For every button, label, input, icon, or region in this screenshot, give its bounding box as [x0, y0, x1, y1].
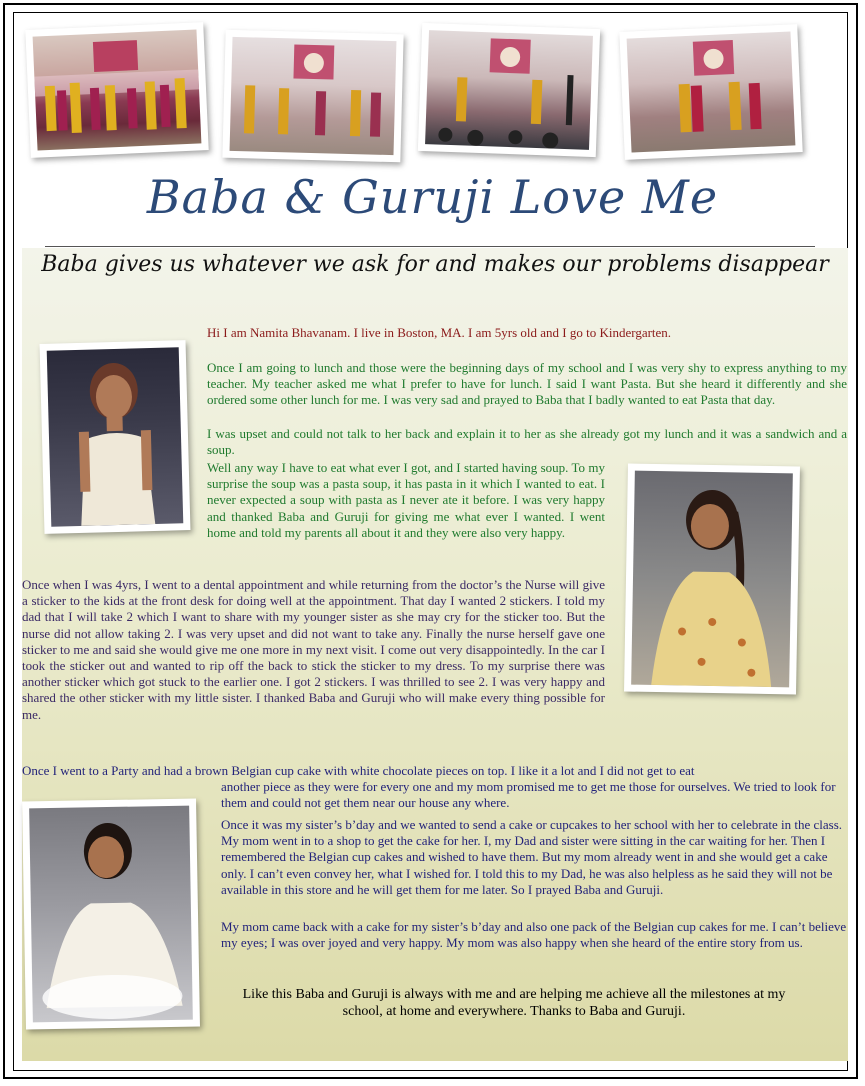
story3-paragraph-2: Once it was my sister’s b’day and we wanted to send a cake or cupcakes to her school with her to celebrate in the class. My mom went in to a shop to get the cake for her. I, my Dad and sister were sitting in the car waiting for her. Then I remembered the Belgian cup cakes and wished to have them. But my mom already went in and she would get a cake only. I can’t even convey her, what I wished for. I told this to my Dad, he was also helpless as he said they will not be available in this store and he will get them for me later. So I prayed Baba and Guruji.: [221, 817, 843, 897]
intro-text: Hi I am Namita Bhavanam. I live in Boston, MA. I am 5yrs old and I go to Kindergarten.: [207, 325, 672, 340]
story1-paragraph-2: I was upset and could not talk to her back and explain it to her as she already got my lunch and it was a sandwich and a soup.: [207, 426, 847, 458]
page-title: Baba & Guruji Love Me: [146, 170, 719, 224]
stage-dance-photo-4: [619, 24, 802, 160]
page-subtitle: Baba gives us whatever we ask for and makes our problems disappear: [41, 252, 829, 277]
story1-paragraph-1: Once I am going to lunch and those were the beginning days of my school and I was very shy to express anything to my teacher. My teacher asked me what I prefer to have for lunch. I said I want Pasta. But she heard it differently and she ordered some other lunch for me. I was very sad and prayed to Baba that I badly wanted to eat Pasta that day.: [207, 360, 847, 408]
stage-dance-photo-3: [418, 23, 600, 157]
girl-portrait-photo-1: [40, 340, 191, 534]
stage-dance-photo-1: [25, 22, 208, 158]
story1-paragraph-3: Well any way I have to eat what ever I got, and I started having soup. To my surprise the soup was a pasta soup, it has pasta in it which I wanted to eat. I never expected a soup with pasta as I never ate it before. I was very happy and thanked Baba and Guruji for giving me what ever I wanted. I went home and told my parents all about it and they were also very happy.: [207, 460, 605, 540]
girl-portrait-photo-3: [22, 798, 200, 1029]
story3-paragraph-1a: Once I went to a Party and had a brown Belgian cup cake with white chocolate pieces on top. I like it a lot and I did not get to eat: [22, 763, 695, 778]
closing-text: Like this Baba and Guruji is always with me and are helping me achieve all the milestones at my school, at home and everywhere. Thanks to Baba and Guruji.: [242, 987, 786, 1019]
story3-paragraph-1b: another piece as they were for every one and my mom promised me to get me those for ourselves. We tried to look for them and could not get them near our house any where.: [221, 779, 836, 811]
story3-paragraph-3: My mom came back with a cake for my sister’s b’day and also one pack of the Belgian cup cakes for me. I can’t believe my eyes; I was over joyed and very happy. My mom was also happy when she heard of the entire story from us.: [221, 919, 847, 951]
title-divider: [45, 246, 815, 247]
story2-paragraph: Once when I was 4yrs, I went to a dental appointment and while returning from the doctor’s the Nurse will give a sticker to the kids at the front desk for doing well at the appointment. That day I wanted 2 stickers. I told my dad that I will take 2 which I want to share with my younger sister as she may cry for the sticker too. But the nurse did not allow taking 2. I was very upset and did not want to take any. Finally the nurse herself gave one sticker to me and said she would give me one more in my next visit. I come out very disappointedly. In the car I took the sticker out and wanted to rip off the back to stick the sticker to my dress. To my surprise there was another sticker which got stuck to the earlier one. I got 2 stickers. I was thrilled to see 2. I was very happy and shared the other sticker with my little sister. I thanked Baba and Guruji who will make every thing possible for me.: [22, 577, 605, 722]
girl-portrait-photo-2: [624, 464, 800, 695]
stage-dance-photo-2: [222, 30, 403, 163]
